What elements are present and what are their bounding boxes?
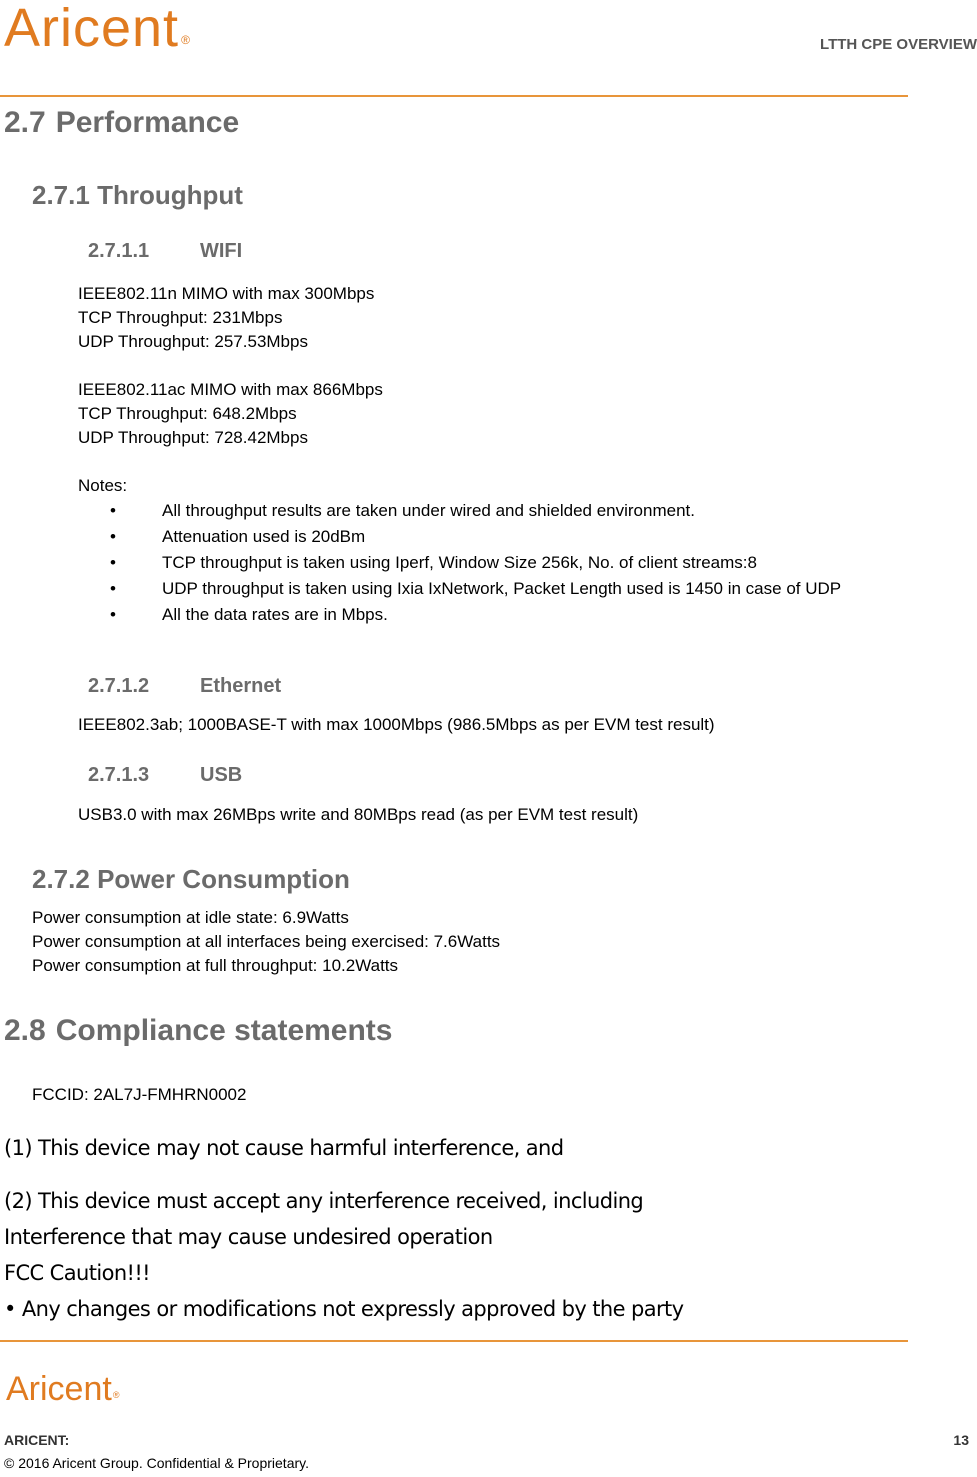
wifi-line: IEEE802.11ac MIMO with max 866Mbps bbox=[78, 380, 383, 399]
header-logo: Aricent ® bbox=[4, 0, 191, 58]
notes-list bbox=[78, 500, 908, 630]
compliance-line: • Any changes or modifications not expressly approved by the party bbox=[4, 1297, 684, 1321]
list-item: • TCP throughput is taken using Iperf, Window Size 256k, No. of client streams:8 bbox=[78, 552, 908, 573]
heading-throughput: 2.7.1 Throughput bbox=[32, 180, 243, 210]
wifi-line: UDP Throughput: 257.53Mbps bbox=[78, 332, 308, 351]
heading-power-consumption: 2.7.2 Power Consumption bbox=[32, 864, 350, 894]
notes-label: Notes: bbox=[78, 476, 128, 495]
list-item: • Attenuation used is 20dBm bbox=[78, 526, 908, 547]
wifi-line: TCP Throughput: 648.2Mbps bbox=[78, 404, 297, 423]
list-item: • All the data rates are in Mbps. bbox=[78, 604, 908, 625]
copyright: © 2016 Aricent Group. Confidential & Proprietary. bbox=[4, 1455, 309, 1471]
compliance-line: (2) This device must accept any interference received, including bbox=[4, 1189, 644, 1213]
heading-wifi: 2.7.1.1 WIFI bbox=[88, 240, 243, 262]
registered-mark: ® bbox=[181, 33, 191, 47]
heading-usb: 2.7.1.3 USB bbox=[88, 764, 243, 786]
wifi-line: IEEE802.11n MIMO with max 300Mbps bbox=[78, 284, 375, 303]
header-divider bbox=[0, 95, 908, 97]
list-item: • All throughput results are taken under wired and shielded environment. bbox=[78, 500, 908, 521]
registered-mark: ® bbox=[112, 1390, 120, 1400]
footer-label: ARICENT: bbox=[4, 1432, 70, 1448]
power-line: Power consumption at full throughput: 10.2Watts bbox=[32, 956, 399, 975]
compliance-line: FCC Caution!!! bbox=[4, 1261, 151, 1285]
wifi-line: TCP Throughput: 231Mbps bbox=[78, 308, 283, 327]
ethernet-text: IEEE802.3ab; 1000BASE-T with max 1000Mbps (986.5Mbps as per EVM test result) bbox=[78, 715, 715, 734]
heading-compliance: 2.8 Compliance statements bbox=[4, 1014, 393, 1047]
page-number: 13 bbox=[953, 1432, 969, 1448]
fccid: FCCID: 2AL7J-FMHRN0002 bbox=[32, 1085, 247, 1104]
heading-performance: 2.7 Performance bbox=[4, 106, 240, 139]
compliance-line: Interference that may cause undesired operation bbox=[4, 1225, 493, 1249]
compliance-line: (1) This device may not cause harmful interference, and bbox=[4, 1136, 564, 1160]
usb-text: USB3.0 with max 26MBps write and 80MBps read (as per EVM test result) bbox=[78, 805, 639, 824]
heading-ethernet: 2.7.1.2 Ethernet bbox=[88, 675, 282, 697]
document-title: LTTH CPE OVERVIEW bbox=[820, 36, 977, 53]
footer-logo: Aricent® bbox=[6, 1370, 120, 1408]
footer-divider bbox=[0, 1340, 908, 1342]
power-line: Power consumption at all interfaces being exercised: 7.6Watts bbox=[32, 932, 501, 951]
power-line: Power consumption at idle state: 6.9Watts bbox=[32, 908, 349, 927]
wifi-line: UDP Throughput: 728.42Mbps bbox=[78, 428, 308, 447]
list-item: • UDP throughput is taken using Ixia IxNetwork, Packet Length used is 1450 in case of UDP bbox=[78, 578, 908, 599]
